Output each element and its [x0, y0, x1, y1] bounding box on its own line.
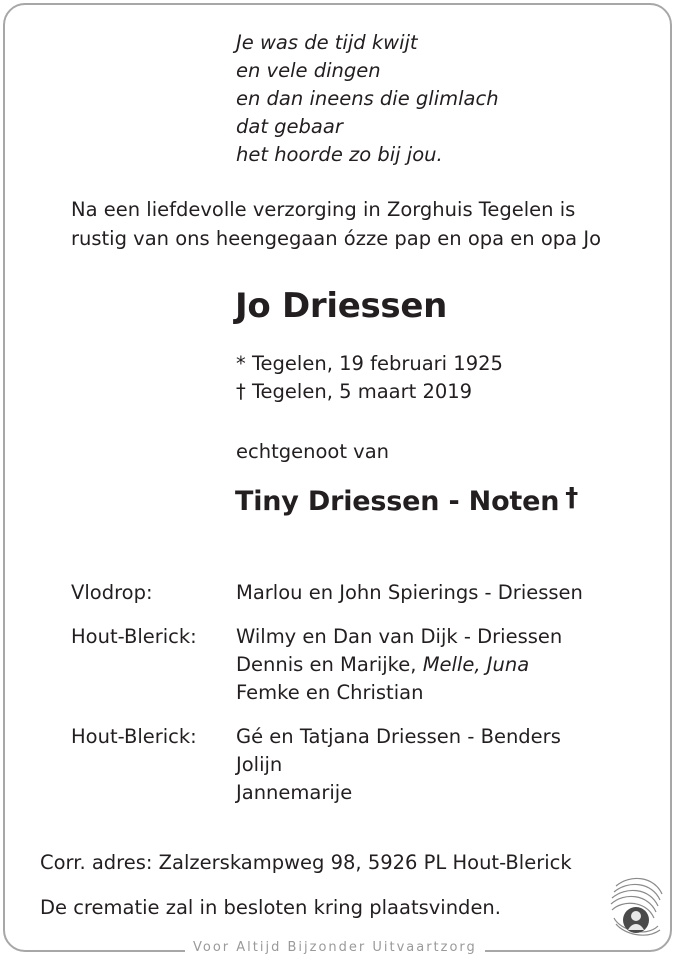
spouse-label: echtgenoot van	[236, 440, 390, 463]
family-line: Marlou en John Spierings - Driessen	[236, 581, 583, 604]
intro-line: Na een liefdevolle verzorging in Zorghuis Tegelen is	[71, 198, 576, 221]
family-line: Jolijn	[236, 753, 283, 776]
swirl-figure-logo	[606, 872, 668, 944]
family-names	[236, 723, 561, 807]
intro-text	[71, 196, 601, 253]
family-line	[236, 651, 562, 679]
spouse-name: Tiny Driessen - Noten	[235, 486, 560, 517]
family-line: Gé en Tatjana Driessen - Benders	[236, 725, 561, 748]
life-dates	[236, 350, 503, 406]
death-date: † Tegelen, 5 maart 2019	[236, 380, 473, 403]
poem-line: Je was de tijd kwijt	[236, 31, 418, 54]
family-group	[71, 723, 583, 807]
cremation-notice: De crematie zal in besloten kring plaatsvinden.	[40, 896, 501, 919]
cross-icon: †	[565, 483, 579, 513]
family-place: Hout-Blerick:	[71, 625, 197, 648]
family-names	[236, 579, 583, 607]
family-group	[71, 579, 583, 607]
poem-line: dat gebaar	[236, 115, 343, 138]
grandchildren-names: Melle, Juna	[422, 653, 530, 676]
intro-line: rustig van ons heengegaan ózze pap en opa en opa Jo	[71, 226, 601, 250]
family-list	[71, 579, 583, 823]
family-line: Jannemarije	[236, 781, 353, 804]
spouse	[235, 483, 579, 517]
deceased-name: Jo Driessen	[235, 286, 447, 326]
family-line: Femke en Christian	[236, 681, 424, 704]
family-names	[236, 623, 562, 707]
family-line-prefix: Dennis en Marijke,	[236, 653, 423, 676]
family-place: Hout-Blerick:	[71, 725, 197, 748]
correspondence-address: Corr. adres: Zalzerskampweg 98, 5926 PL Hout-Blerick	[40, 851, 572, 874]
poem-line: het hoorde zo bij jou.	[236, 143, 443, 166]
poem-line: en vele dingen	[236, 59, 381, 82]
family-place: Vlodrop:	[71, 581, 153, 604]
funeral-home-name: Voor Altijd Bijzonder Uitvaartzorg	[185, 940, 485, 955]
family-group	[71, 623, 583, 707]
family-line: Wilmy en Dan van Dijk - Driessen	[236, 625, 563, 648]
poem-line: en dan ineens die glimlach	[236, 87, 499, 110]
birth-date: * Tegelen, 19 februari 1925	[236, 352, 503, 375]
poem	[236, 29, 499, 169]
